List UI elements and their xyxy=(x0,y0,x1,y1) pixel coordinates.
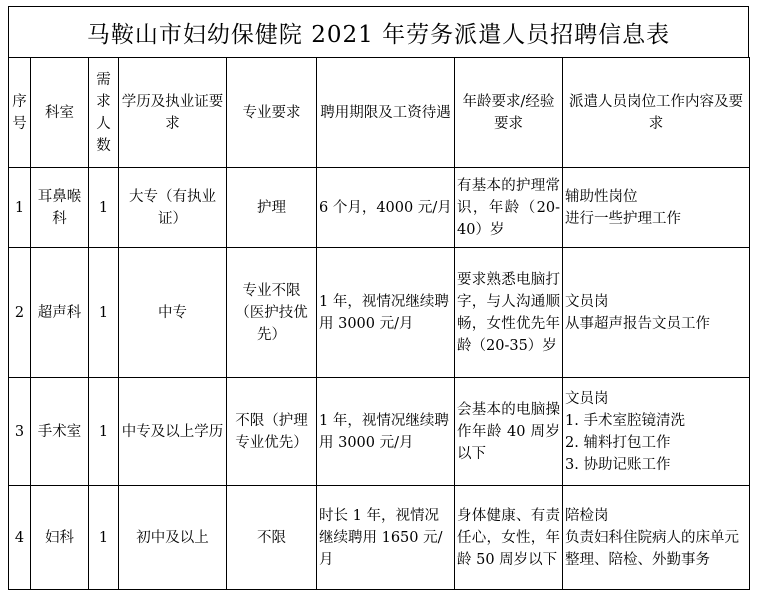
cell-count: 1 xyxy=(89,248,119,378)
cell-age: 要求熟悉电脑打字，与人沟通顺畅，女性优先年龄（20-35）岁 xyxy=(455,248,563,378)
table-row xyxy=(9,378,750,486)
cell-age: 身体健康、有责任心，女性，年龄 50 周岁以下 xyxy=(455,486,563,590)
cell-major: 不限 xyxy=(227,486,317,590)
cell-education: 初中及以上 xyxy=(119,486,227,590)
cell-department: 手术室 xyxy=(31,378,89,486)
header-department: 科室 xyxy=(31,58,89,168)
header-row xyxy=(9,58,750,168)
page-title: 马鞍山市妇幼保健院 2021 年劳务派遣人员招聘信息表 xyxy=(8,6,749,58)
cell-term: 1 年，视情况继续聘用 3000 元/月 xyxy=(317,248,455,378)
cell-age: 有基本的护理常识，年龄（20-40）岁 xyxy=(455,168,563,248)
cell-duties: 陪检岗 负责妇科住院病人的床单元整理、陪检、外勤事务 xyxy=(563,486,750,590)
cell-term: 6 个月，4000 元/月 xyxy=(317,168,455,248)
cell-index: 4 xyxy=(9,486,31,590)
cell-index: 1 xyxy=(9,168,31,248)
cell-department: 耳鼻喉科 xyxy=(31,168,89,248)
header-count: 需求人数 xyxy=(89,58,119,168)
cell-major: 专业不限（医护技优先） xyxy=(227,248,317,378)
header-major: 专业要求 xyxy=(227,58,317,168)
header-duties: 派遣人员岗位工作内容及要求 xyxy=(563,58,750,168)
cell-age: 会基本的电脑操作年龄 40 周岁以下 xyxy=(455,378,563,486)
cell-count: 1 xyxy=(89,486,119,590)
cell-duties: 文员岗 从事超声报告文员工作 xyxy=(563,248,750,378)
cell-department: 妇科 xyxy=(31,486,89,590)
recruitment-table xyxy=(8,57,750,590)
table-row xyxy=(9,248,750,378)
cell-education: 大专（有执业证） xyxy=(119,168,227,248)
header-age: 年龄要求/经验要求 xyxy=(455,58,563,168)
cell-count: 1 xyxy=(89,378,119,486)
cell-term: 时长 1 年，视情况继续聘用 1650 元/月 xyxy=(317,486,455,590)
cell-index: 2 xyxy=(9,248,31,378)
cell-education: 中专及以上学历 xyxy=(119,378,227,486)
table-row xyxy=(9,486,750,590)
header-education: 学历及执业证要求 xyxy=(119,58,227,168)
cell-term: 1 年，视情况继续聘用 3000 元/月 xyxy=(317,378,455,486)
cell-education: 中专 xyxy=(119,248,227,378)
header-term: 聘用期限及工资待遇 xyxy=(317,58,455,168)
cell-index: 3 xyxy=(9,378,31,486)
cell-duties: 辅助性岗位 进行一些护理工作 xyxy=(563,168,750,248)
cell-major: 护理 xyxy=(227,168,317,248)
table-row xyxy=(9,168,750,248)
cell-duties: 文员岗 1. 手术室腔镜清洗 2. 辅料打包工作 3. 协助记账工作 xyxy=(563,378,750,486)
cell-count: 1 xyxy=(89,168,119,248)
cell-major: 不限（护理专业优先） xyxy=(227,378,317,486)
cell-department: 超声科 xyxy=(31,248,89,378)
header-index: 序号 xyxy=(9,58,31,168)
